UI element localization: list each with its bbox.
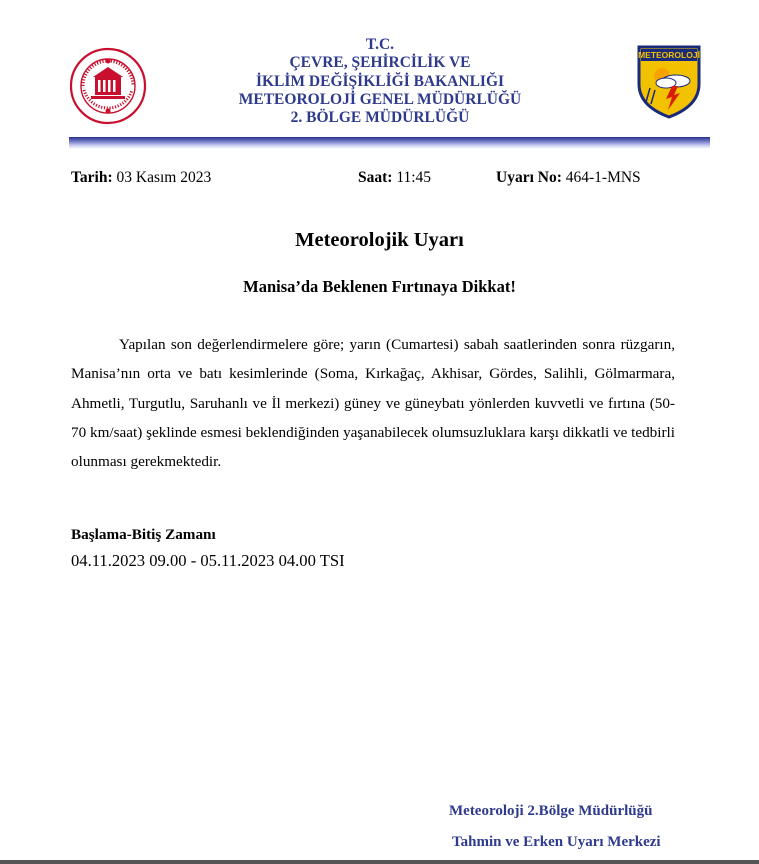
header-title-block	[150, 36, 610, 127]
header-divider	[69, 137, 710, 149]
date-label: Tarih:	[71, 169, 113, 186]
period-value: 04.11.2023 09.00 - 05.11.2023 04.00 TSI	[71, 551, 345, 570]
meteoroloji-emblem-icon	[636, 44, 702, 120]
period-label: Başlama-Bitiş Zamanı	[71, 526, 216, 543]
page-bottom-edge	[0, 860, 759, 864]
warning-number-label: Uyarı No:	[496, 169, 562, 186]
warning-number-field	[496, 169, 641, 187]
header-line-regional: 2. BÖLGE MÜDÜRLÜĞÜ	[290, 109, 470, 127]
date-field	[71, 169, 211, 187]
date-value: 03 Kasım 2023	[116, 169, 212, 186]
document-subtitle: Manisa’da Beklenen Fırtınaya Dikkat!	[243, 277, 516, 296]
document-title: Meteorolojik Uyarı	[295, 229, 464, 251]
header-line-ministry-1: ÇEVRE, ŞEHİRCİLİK VE	[289, 54, 471, 72]
signature-office: Meteoroloji 2.Bölge Müdürlüğü	[449, 803, 653, 819]
warning-number-value: 464-1-MNS	[565, 169, 641, 186]
time-label: Saat:	[358, 169, 393, 186]
warning-body-paragraph: Yapılan son değerlendirmelere göre; yarın (Cumartesi) sabah saatlerinden sonra rüzgarın, Manisa’nın orta ve batı kesimlerinde (Soma, Kırkağaç, Akhisar, Gördes, Salihli, Gölmarmara, Ahmetli, Turgutlu, Saruhanlı ve İl merkezi) güney ve güneybatı yönlerden kuvvetli ve fırtına (50-70 km/saat) şeklinde esmesi beklendiğinden yaşanabilecek olumsuzluklara karşı dikkatli ve tedbirli olunması gerekmektedir.	[71, 336, 675, 471]
header-line-republic: T.C.	[365, 36, 395, 53]
header-line-directorate: METEOROLOJİ GENEL MÜDÜRLÜĞÜ	[238, 90, 522, 108]
time-value: 11:45	[396, 169, 432, 186]
time-field	[358, 169, 431, 187]
signature-center: Tahmin ve Erken Uyarı Merkezi	[452, 834, 661, 850]
svg-text:METEOROLOJİ: METEOROLOJİ	[638, 50, 700, 60]
header-line-ministry-2: İKLİM DEĞİŞİKLİĞİ BAKANLIĞI	[255, 72, 505, 90]
ministry-seal-icon	[69, 47, 147, 125]
